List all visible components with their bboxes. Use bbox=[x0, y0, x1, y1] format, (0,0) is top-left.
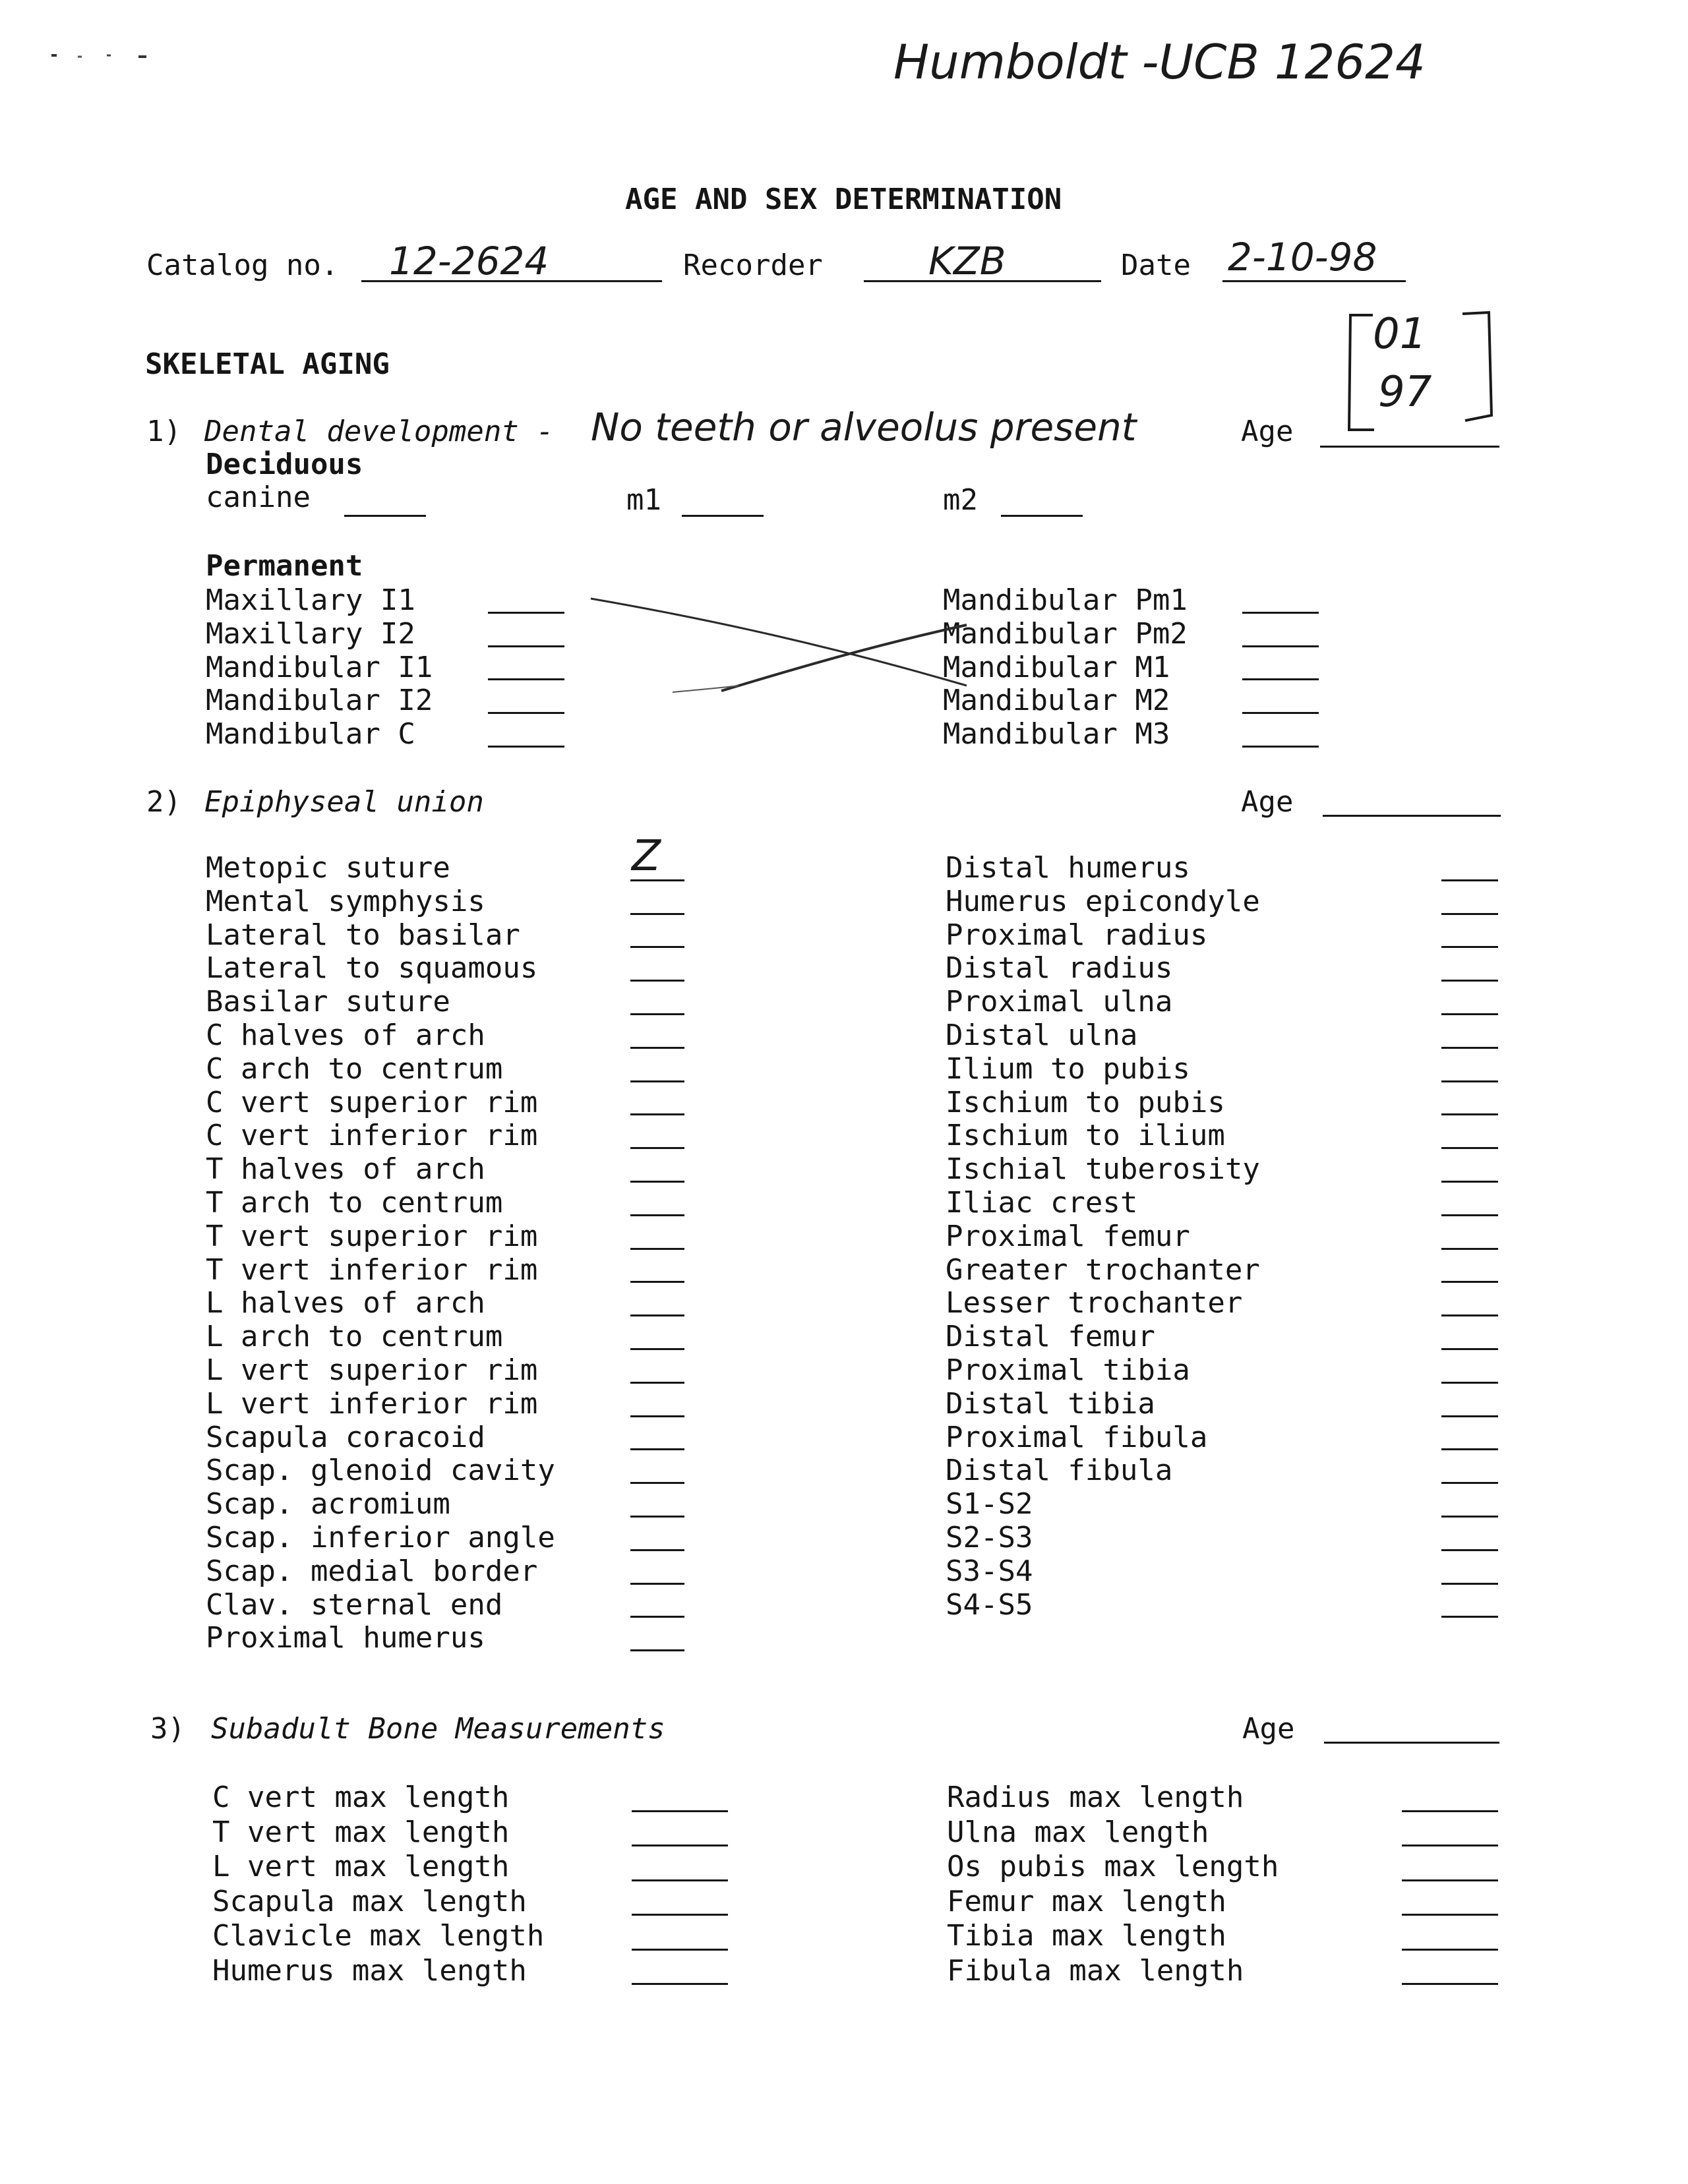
blank-line bbox=[630, 952, 684, 986]
union-label: Scap. acromium bbox=[206, 1487, 450, 1521]
blank-line bbox=[1402, 1920, 1498, 1955]
catalog-value: 12-2624 bbox=[389, 239, 549, 283]
measure-label: Humerus max length bbox=[212, 1953, 527, 1988]
tooth-label: Mandibular Pm1 bbox=[943, 583, 1188, 617]
measure-right-blanks bbox=[1402, 1781, 1498, 1989]
union-label: Metopic suture bbox=[206, 851, 450, 885]
union-label: Distal fibula bbox=[946, 1454, 1173, 1488]
measure-label: Scapula max length bbox=[212, 1884, 527, 1918]
union-label: Proximal femur bbox=[946, 1219, 1190, 1253]
recorder-label: Recorder bbox=[683, 249, 823, 282]
dental-note: No teeth or alveolus present bbox=[591, 405, 1137, 450]
blank-line bbox=[1441, 1019, 1498, 1053]
blank-line bbox=[1441, 885, 1498, 919]
union-label: Ischium to ilium bbox=[946, 1119, 1225, 1153]
measure-label: Femur max length bbox=[947, 1884, 1226, 1918]
union-label: S2-S3 bbox=[946, 1520, 1033, 1554]
blank-line bbox=[1441, 1555, 1498, 1589]
tooth-label: Mandibular M1 bbox=[943, 650, 1170, 684]
blank-line bbox=[1441, 1287, 1498, 1320]
blank-line bbox=[1441, 952, 1498, 986]
measure-label: T vert max length bbox=[212, 1815, 510, 1849]
section-1-number: 1) bbox=[146, 415, 181, 448]
union-label: Proximal tibia bbox=[946, 1353, 1190, 1387]
union-label: Ischial tuberosity bbox=[946, 1152, 1260, 1187]
blank-line bbox=[630, 1320, 684, 1354]
epiphyseal-right-blanks bbox=[1441, 852, 1498, 1622]
tooth-label: Mandibular C bbox=[206, 717, 415, 752]
blank-line bbox=[1441, 1053, 1498, 1086]
union-label: S3-S4 bbox=[946, 1554, 1033, 1588]
blank-line bbox=[1402, 1885, 1498, 1920]
union-label: C vert superior rim bbox=[206, 1085, 538, 1119]
tooth-label: Mandibular I2 bbox=[206, 684, 433, 718]
blank-line bbox=[1441, 1488, 1498, 1521]
blank-line bbox=[1441, 1388, 1498, 1421]
metopic-value: Z bbox=[632, 832, 661, 881]
blank-line bbox=[1402, 1850, 1498, 1885]
union-label: Scap. glenoid cavity bbox=[206, 1454, 555, 1488]
measure-label: Radius max length bbox=[947, 1781, 1244, 1814]
handwritten-header: Humboldt -UCB 12624 bbox=[893, 34, 1426, 90]
blank-line bbox=[630, 1488, 684, 1521]
union-label: Distal tibia bbox=[946, 1386, 1155, 1421]
blank-line bbox=[1402, 1955, 1498, 1990]
union-label: L arch to centrum bbox=[206, 1320, 503, 1354]
union-label: Distal femur bbox=[946, 1320, 1155, 1354]
blank-line bbox=[630, 1589, 684, 1622]
blank-line bbox=[630, 1220, 684, 1254]
union-label: T vert inferior rim bbox=[206, 1253, 538, 1287]
blank-line bbox=[1441, 1421, 1498, 1455]
m1-label: m1 bbox=[626, 483, 661, 517]
union-label: Scap. medial border bbox=[206, 1554, 538, 1588]
tooth-label: Mandibular Pm2 bbox=[943, 616, 1188, 651]
union-label: S4-S5 bbox=[946, 1587, 1033, 1622]
blank-line bbox=[630, 1119, 684, 1153]
union-label: Distal radius bbox=[946, 951, 1173, 986]
blank-line bbox=[630, 885, 684, 919]
deciduous-heading: Deciduous bbox=[206, 448, 363, 481]
measure-label: Fibula max length bbox=[947, 1953, 1244, 1988]
blank-line bbox=[630, 1086, 684, 1120]
blank-line bbox=[1441, 1320, 1498, 1354]
section-3-age-line bbox=[1324, 1742, 1499, 1744]
tooth-label: Maxillary I2 bbox=[206, 616, 415, 651]
union-label: T halves of arch bbox=[206, 1152, 485, 1187]
blank-line bbox=[1441, 1354, 1498, 1388]
date-label: Date bbox=[1121, 249, 1191, 282]
blank-line bbox=[630, 1187, 684, 1220]
union-label: Proximal humerus bbox=[206, 1621, 485, 1655]
age-box-bottom: 97 bbox=[1378, 368, 1432, 417]
union-label: Basilar suture bbox=[206, 985, 450, 1019]
union-label: Proximal ulna bbox=[946, 985, 1173, 1019]
form-title: AGE AND SEX DETERMINATION bbox=[625, 183, 1062, 216]
epiphyseal-right-labels bbox=[946, 852, 1260, 1622]
blank-line bbox=[1441, 1521, 1498, 1555]
measure-left-blanks bbox=[632, 1781, 728, 1989]
union-label: Clav. sternal end bbox=[206, 1587, 503, 1622]
blank-line bbox=[630, 1388, 684, 1421]
epiphyseal-left-blanks bbox=[630, 852, 684, 1655]
blank-line bbox=[1441, 1454, 1498, 1488]
epiphyseal-left-labels bbox=[206, 852, 555, 1655]
union-label: C arch to centrum bbox=[206, 1051, 503, 1086]
measure-label: Tibia max length bbox=[947, 1919, 1226, 1953]
blank-line bbox=[1402, 1816, 1498, 1851]
age-box-top: 01 bbox=[1373, 310, 1427, 359]
tooth-label: Mandibular M2 bbox=[943, 684, 1170, 718]
blank-line bbox=[632, 1816, 728, 1851]
blank-line bbox=[630, 1019, 684, 1053]
section-3-age-label: Age bbox=[1242, 1712, 1295, 1746]
union-label: L vert inferior rim bbox=[206, 1386, 538, 1421]
union-label: Mental symphysis bbox=[206, 884, 485, 918]
permanent-heading: Permanent bbox=[206, 549, 363, 583]
cross-out-mark bbox=[0, 0, 1688, 791]
blank-line bbox=[1441, 852, 1498, 885]
union-label: Proximal radius bbox=[946, 918, 1208, 952]
union-label: Humerus epicondyle bbox=[946, 884, 1260, 918]
union-label: Proximal fibula bbox=[946, 1420, 1208, 1454]
blank-line bbox=[630, 1555, 684, 1589]
blank-line bbox=[632, 1885, 728, 1920]
tooth-label: Mandibular I1 bbox=[206, 650, 433, 684]
union-label: C vert inferior rim bbox=[206, 1119, 538, 1153]
blank-line bbox=[630, 1287, 684, 1320]
union-label: Scapula coracoid bbox=[206, 1420, 485, 1454]
union-label: Greater trochanter bbox=[946, 1253, 1260, 1287]
measure-label: L vert max length bbox=[212, 1850, 510, 1883]
section-2-age-line bbox=[1323, 815, 1501, 817]
blank-line bbox=[630, 1153, 684, 1187]
section-2-age-label: Age bbox=[1241, 785, 1294, 819]
blank-line bbox=[1402, 1781, 1498, 1816]
blank-line bbox=[630, 1454, 684, 1488]
tooth-label: Mandibular M3 bbox=[943, 717, 1170, 752]
blank-line bbox=[632, 1955, 728, 1990]
union-label: Ilium to pubis bbox=[946, 1051, 1190, 1086]
m2-label: m2 bbox=[943, 483, 978, 517]
blank-line bbox=[630, 986, 684, 1019]
section-1-age-label: Age bbox=[1241, 415, 1294, 448]
blank-line bbox=[1441, 919, 1498, 953]
measure-label: Ulna max length bbox=[947, 1815, 1209, 1849]
measure-label: Clavicle max length bbox=[212, 1919, 545, 1953]
canine-label: canine bbox=[206, 481, 311, 514]
measure-left-labels bbox=[212, 1781, 544, 1989]
measure-label: C vert max length bbox=[212, 1781, 510, 1814]
union-label: Lesser trochanter bbox=[946, 1286, 1243, 1320]
blank-line bbox=[630, 1053, 684, 1086]
section-3-number: 3) bbox=[150, 1712, 185, 1746]
blank-line bbox=[632, 1920, 728, 1955]
union-label: Distal humerus bbox=[946, 851, 1190, 885]
blank-line bbox=[1441, 986, 1498, 1019]
union-label: Ischium to pubis bbox=[946, 1085, 1225, 1119]
union-label: Lateral to basilar bbox=[206, 918, 520, 952]
union-label: S1-S2 bbox=[946, 1487, 1033, 1521]
measure-label: Os pubis max length bbox=[947, 1850, 1279, 1883]
blank-line bbox=[630, 1521, 684, 1555]
union-label: T vert superior rim bbox=[206, 1219, 538, 1253]
tooth-label: Maxillary I1 bbox=[206, 583, 415, 617]
union-label: Iliac crest bbox=[946, 1185, 1138, 1220]
blank-line bbox=[1441, 1086, 1498, 1120]
recorder-value: KZB bbox=[928, 239, 1006, 283]
blank-line bbox=[630, 919, 684, 953]
blank-line bbox=[630, 1254, 684, 1287]
catalog-label: Catalog no. bbox=[146, 249, 339, 282]
section-2-number: 2) bbox=[146, 785, 181, 819]
blank-line bbox=[630, 1622, 684, 1655]
blank-line bbox=[632, 1850, 728, 1885]
blank-line bbox=[630, 1421, 684, 1455]
union-label: Lateral to squamous bbox=[206, 951, 538, 986]
blank-line bbox=[1441, 1254, 1498, 1287]
blank-line bbox=[1441, 1589, 1498, 1622]
blank-line bbox=[1441, 1153, 1498, 1187]
union-label: L halves of arch bbox=[206, 1286, 485, 1320]
section-2-title: Epiphyseal union bbox=[204, 785, 484, 819]
blank-line bbox=[1441, 1119, 1498, 1153]
union-label: Scap. inferior angle bbox=[206, 1520, 555, 1554]
blank-line bbox=[630, 1354, 684, 1388]
date-value: 2-10-98 bbox=[1228, 235, 1377, 280]
blank-line bbox=[1441, 1220, 1498, 1254]
blank-line bbox=[632, 1781, 728, 1816]
section-1-title: Dental development - bbox=[204, 415, 554, 448]
skeletal-aging-heading: SKELETAL AGING bbox=[145, 347, 390, 381]
blank-line bbox=[630, 852, 684, 885]
union-label: T arch to centrum bbox=[206, 1185, 503, 1220]
measure-right-labels bbox=[947, 1781, 1279, 1989]
section-3-title: Subadult Bone Measurements bbox=[211, 1712, 665, 1746]
union-label: C halves of arch bbox=[206, 1018, 485, 1052]
union-label: Distal ulna bbox=[946, 1018, 1138, 1052]
blank-line bbox=[1441, 1187, 1498, 1220]
union-label: L vert superior rim bbox=[206, 1353, 538, 1387]
